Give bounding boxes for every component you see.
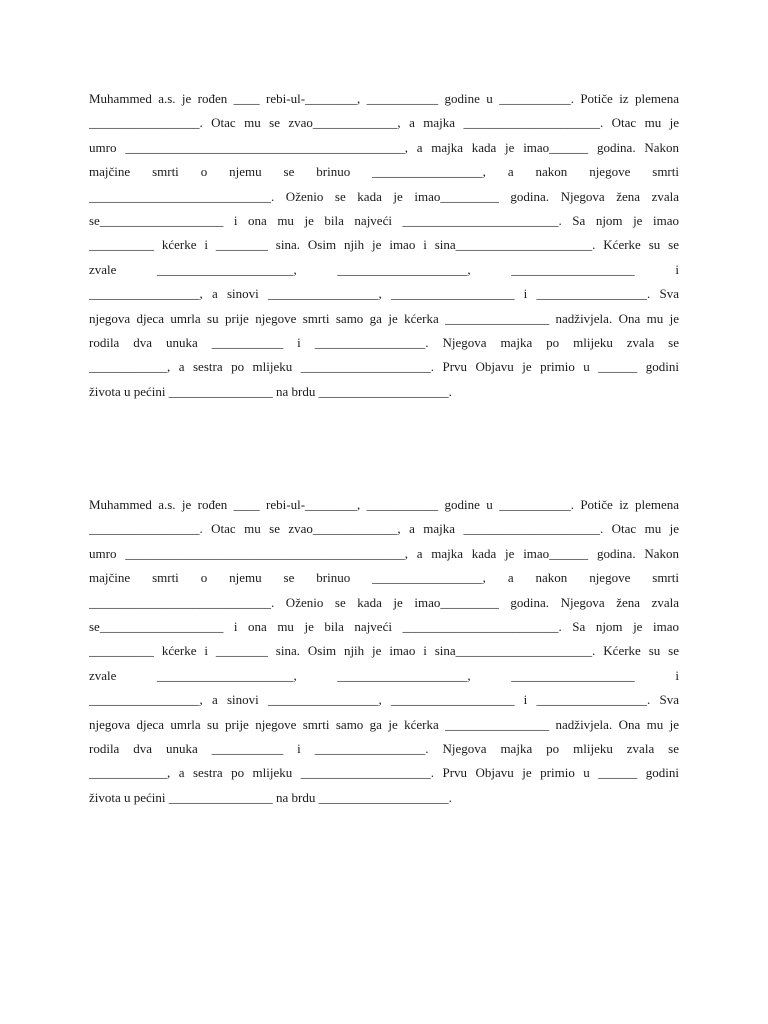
text-line: rodila dva unuka ___________ i _________________. Njegova majka po mlijeku zvala se [89,740,679,756]
text-line: života u pećini ________________ na brdu ____________________. [89,383,452,399]
text-line: njegova djeca umrla su prije njegove smrti samo ga je kćerka ________________ nadživjela. Ona mu je [89,310,679,326]
text-line: Muhammed a.s. je rođen ____ rebi-ul-________, ___________ godine u ___________. Potiče iz plemena [89,91,679,106]
text-line: zvale _____________________, ____________________, ___________________ i [89,667,679,683]
text-line: majčine smrti o njemu se brinuo _________________, a nakon njegove smrti [89,164,679,180]
text-line: _________________. Otac mu se zvao_____________, a majka _____________________. Otac mu je [89,521,679,537]
text-line: ____________________________. Oženio se kada je imao_________ godina. Njegova žena zvala [89,188,679,204]
text-line: __________ kćerke i ________ sina. Osim njih je imao i sina_____________________. Kćerke su se [89,237,679,253]
text-line: majčine smrti o njemu se brinuo _________________, a nakon njegove smrti [89,570,679,586]
text-line: ____________, a sestra po mlijeku ____________________. Prvu Objavu je primio u ______ godini [89,765,679,781]
text-line: se___________________ i ona mu je bila najveći ________________________. Sa njom je imao [89,212,679,228]
text-line: rodila dva unuka ___________ i _________________. Njegova majka po mlijeku zvala se [89,334,679,350]
text-line: se___________________ i ona mu je bila najveći ________________________. Sa njom je imao [89,618,679,634]
text-line: umro ___________________________________________, a majka kada je imao______ godina. Nakon [89,545,679,561]
worksheet-paragraph-2 [89,493,679,810]
text-line: njegova djeca umrla su prije njegove smrti samo ga je kćerka ________________ nadživjela. Ona mu je [89,716,679,732]
text-line: __________ kćerke i ________ sina. Osim njih je imao i sina_____________________. Kćerke su se [89,643,679,659]
text-line: _________________, a sinovi _________________, ___________________ i _________________. Sva [89,286,679,302]
text-line: _________________, a sinovi _________________, ___________________ i _________________. Sva [89,692,679,708]
text-line: Muhammed a.s. je rođen ____ rebi-ul-________, ___________ godine u ___________. Potiče iz plemena [89,497,679,512]
text-line: _________________. Otac mu se zvao_____________, a majka _____________________. Otac mu je [89,115,679,131]
text-line: ____________________________. Oženio se kada je imao_________ godina. Njegova žena zvala [89,594,679,610]
worksheet-paragraph-1 [89,87,679,404]
text-line: ____________, a sestra po mlijeku ____________________. Prvu Objavu je primio u ______ godini [89,359,679,375]
text-line: zvale _____________________, ____________________, ___________________ i [89,261,679,277]
text-line: umro ___________________________________________, a majka kada je imao______ godina. Nakon [89,139,679,155]
text-line: života u pećini ________________ na brdu ____________________. [89,789,452,805]
